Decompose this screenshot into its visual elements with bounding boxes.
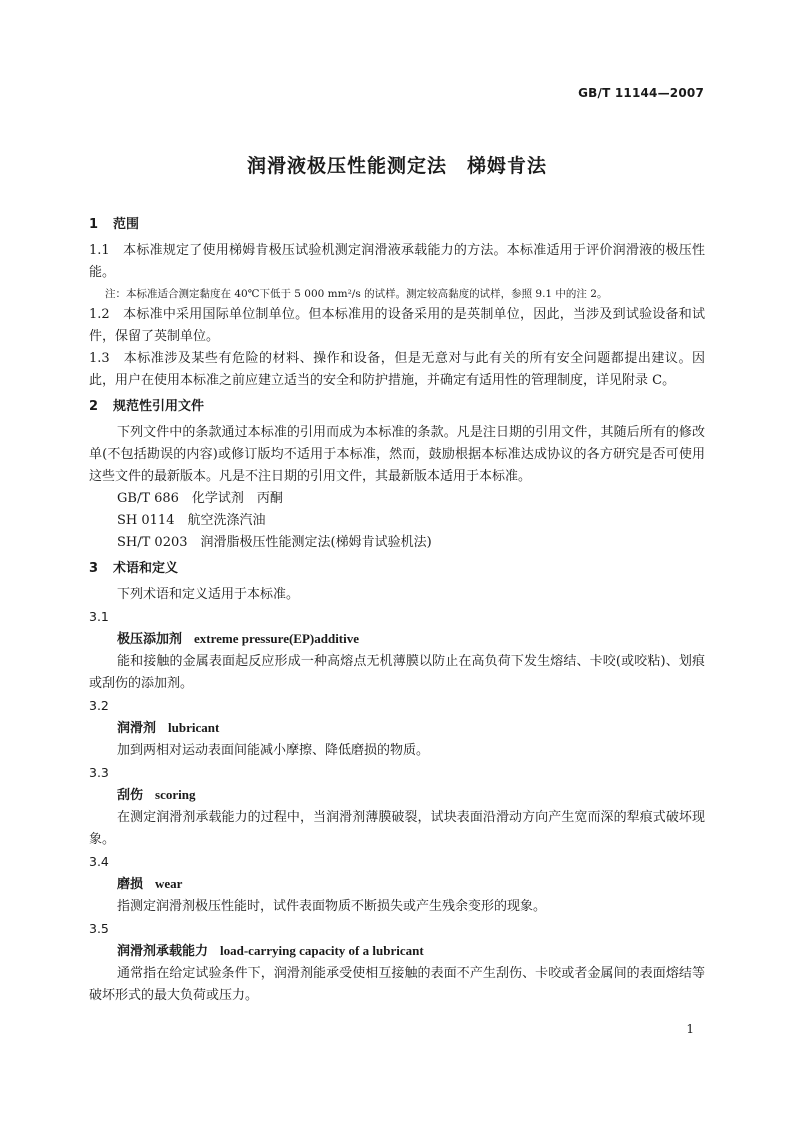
term-number: 3.1 (89, 609, 109, 624)
term-entry (89, 762, 705, 851)
term-zh: 磨损 (117, 877, 144, 892)
term-zh: 润滑剂 (117, 721, 157, 736)
clause-1-1: 1.1 本标准规定了使用梯姆肯极压试验机测定润滑液承载能力的方法。本标准适用于评价润滑液的极压性能。 (89, 243, 705, 280)
term-entry (89, 851, 705, 918)
term-name (89, 717, 705, 740)
section-3-heading (89, 558, 705, 580)
term-en: extreme pressure(EP)additive (194, 631, 360, 646)
section-2-intro: 下列文件中的条款通过本标准的引用而成为本标准的条款。凡是注日期的引用文件，其随后所有的修改单(不包括勘误的内容)或修订版均不适用于本标准，然而，鼓励根据本标准达成协议的各方研究是否可使用这些文件的最新版本。凡是不注日期的引用文件，其最新版本适用于本标准。 (89, 425, 705, 484)
term-en: lubricant (168, 720, 220, 735)
term-zh: 润滑剂承载能力 (117, 944, 209, 959)
clause-1-2: 1.2 本标准中采用国际单位制单位。但本标准用的设备采用的是英制单位，因此，当涉及到试验设备和试件，保留了英制单位。 (89, 307, 705, 344)
term-zh: 极压添加剂 (117, 632, 183, 647)
term-en: load-carrying capacity of a lubricant (220, 943, 424, 958)
standard-code: GB/T 11144—2007 (578, 86, 704, 100)
section-3-intro: 下列术语和定义适用于本标准。 (117, 587, 300, 602)
section-2-heading (89, 396, 705, 418)
section-number: 3 (89, 561, 99, 576)
term-definition: 指测定润滑剂极压性能时，试件表面物质不断损失或产生残余变形的现象。 (117, 899, 547, 914)
clause-1-1-note: 注：本标准适合测定黏度在 40℃下低于 5 000 mm²/s 的试样。测定较高黏度的试样，参照 9.1 中的注 2。 (105, 288, 608, 300)
clause-1-3: 1.3 本标准涉及某些有危险的材料、操作和设备，但是无意对与此有关的所有安全问题都提出建议。因此，用户在使用本标准之前应建立适当的安全和防护措施，并确定有适用性的管理制度，详见附录 C。 (89, 351, 705, 388)
term-definition: 通常指在给定试验条件下，润滑剂能承受使相互接触的表面不产生刮伤、卡咬或者金属间的表面熔结等破坏形式的最大负荷或压力。 (89, 966, 705, 1003)
term-zh: 刮伤 (117, 788, 144, 803)
term-name (89, 940, 705, 963)
term-definition: 在测定润滑剂承载能力的过程中，当润滑剂薄膜破裂，试块表面沿滑动方向产生宽而深的犁痕式破坏现象。 (89, 810, 705, 847)
term-name (89, 873, 705, 896)
section-title: 规范性引用文件 (113, 399, 205, 414)
term-entry (89, 606, 705, 695)
document-body (89, 214, 705, 1007)
reference-item: SH 0114 航空洗涤汽油 (117, 513, 266, 528)
reference-item: SH/T 0203 润滑脂极压性能测定法(梯姆肯试验机法) (117, 535, 432, 550)
term-entry (89, 918, 705, 1007)
term-name (89, 628, 705, 651)
reference-item: GB/T 686 化学试剂 丙酮 (117, 491, 283, 506)
section-title: 范围 (113, 217, 140, 232)
section-number: 2 (89, 399, 99, 414)
section-title: 术语和定义 (113, 561, 179, 576)
term-definition: 能和接触的金属表面起反应形成一种高熔点无机薄膜以防止在高负荷下发生熔结、卡咬(或咬粘)、划痕或刮伤的添加剂。 (89, 654, 705, 691)
page-number: 1 (686, 1022, 694, 1036)
term-number: 3.2 (89, 698, 109, 713)
document-title: 润滑液极压性能测定法 梯姆肯法 (246, 155, 547, 177)
term-number: 3.5 (89, 921, 109, 936)
term-definition: 加到两相对运动表面间能减小摩擦、降低磨损的物质。 (117, 743, 430, 758)
section-number: 1 (89, 217, 99, 232)
term-number: 3.4 (89, 854, 109, 869)
term-en: scoring (155, 787, 196, 802)
term-en: wear (155, 876, 183, 891)
term-entry (89, 695, 705, 762)
section-1-heading (89, 214, 705, 236)
term-name (89, 784, 705, 807)
term-number: 3.3 (89, 765, 109, 780)
